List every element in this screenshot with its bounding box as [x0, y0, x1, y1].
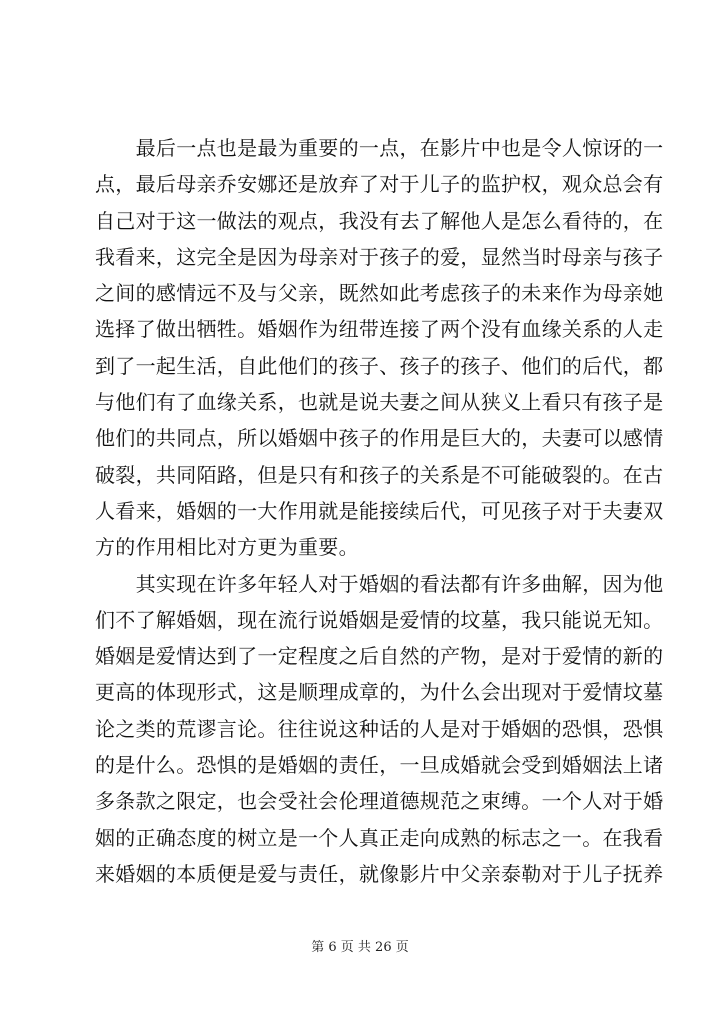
- text-line: 到了一起生活，自此他们的孩子、孩子的孩子、他们的后代，都: [95, 353, 664, 378]
- text-line: 选择了做出牺牲。婚姻作为纽带连接了两个没有血缘关系的人走: [95, 317, 664, 342]
- text-line: 人看来，婚姻的一大作用就是能接续后代，可见孩子对于夫妻双: [95, 498, 664, 523]
- text-line: 其实现在许多年轻人对于婚姻的看法都有许多曲解，因为他: [95, 571, 664, 596]
- text-line: 之间的感情远不及与父亲，既然如此考虑孩子的未来作为母亲她: [95, 281, 664, 306]
- text-line: 最后一点也是最为重要的一点，在影片中也是令人惊讶的一: [95, 136, 664, 160]
- text-line: 他们的共同点，所以婚姻中孩子的作用是巨大的，夫妻可以感情: [95, 426, 664, 451]
- page-number-footer: 第 6 页 共 26 页: [311, 940, 409, 955]
- text-line: 与他们有了血缘关系，也就是说夫妻之间从狭义上看只有孩子是: [95, 390, 664, 415]
- text-line: 方的作用相比对方更为重要。: [95, 535, 359, 560]
- text-line: 我看来，这完全是因为母亲对于孩子的爱，显然当时母亲与孩子: [95, 244, 664, 269]
- text-line: 们不了解婚姻，现在流行说婚姻是爱情的坟墓，我只能说无知。: [95, 607, 664, 632]
- text-line: 多条款之限定，也会受社会伦理道德规范之束缚。一个人对于婚: [95, 789, 664, 814]
- text-line: 论之类的荒谬言论。往往说这种话的人是对于婚姻的恐惧，恐惧: [95, 716, 664, 741]
- text-line: 姻的正确态度的树立是一个人真正走向成熟的标志之一。在我看: [95, 825, 664, 850]
- text-line: 更高的体现形式，这是顺理成章的，为什么会出现对于爱情坟墓: [95, 680, 664, 705]
- text-line: 婚姻是爱情达到了一定程度之后自然的产物，是对于爱情的新的: [95, 644, 664, 669]
- text-line: 的是什么。恐惧的是婚姻的责任，一旦成婚就会受到婚姻法上诸: [95, 753, 664, 778]
- body-text: [95, 130, 664, 892]
- text-line: 破裂，共同陌路，但是只有和孩子的关系是不可能破裂的。在古: [95, 462, 664, 487]
- text-line: 自己对于这一做法的观点，我没有去了解他人是怎么看待的，在: [95, 208, 664, 233]
- text-line: 点，最后母亲乔安娜还是放弃了对于儿子的监护权，观众总会有: [95, 172, 664, 197]
- text-line: 来婚姻的本质便是爱与责任，就像影片中父亲泰勒对于儿子抚养: [95, 861, 664, 886]
